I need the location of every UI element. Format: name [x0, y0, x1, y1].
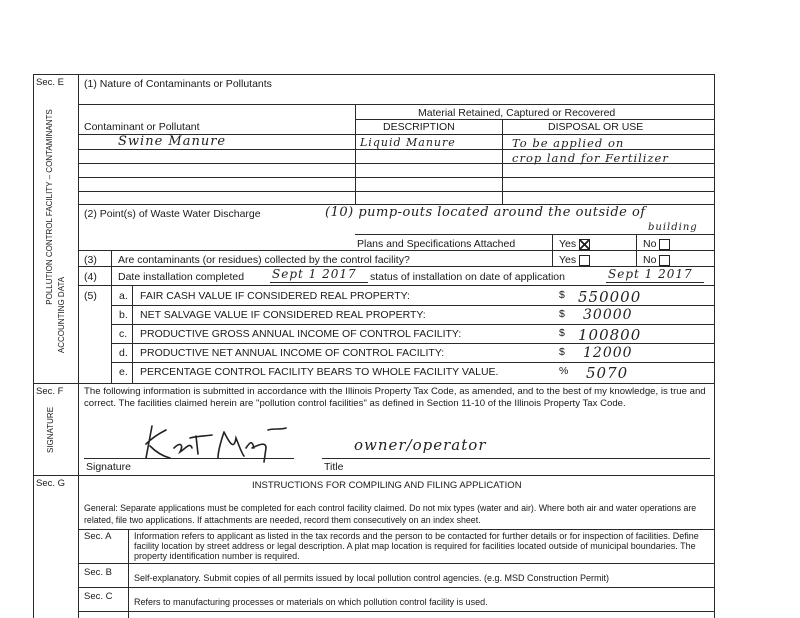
item-hw-value: 5070: [586, 364, 629, 382]
row-text-a: Information refers to applicant as listed in the tax records and the person to be contacted for further details or for inspection of facilities. Define facility location by street address or legal description. A plat map location is required for facilities located outside of municipal boundaries. The property identification number is required.: [134, 531, 699, 561]
top-rule: [33, 74, 715, 75]
rule: [111, 324, 714, 325]
rule: [78, 285, 714, 286]
item-letter: c.: [119, 328, 128, 340]
sec-f-statement: The following information is submitted in accordance with the Illinois Property Tax Code, as amended, and to the best of my knowledge, is true and correct. The facilities claimed herein are "pollution control facilities" as defined in Section 11-10 of the Illinois Property Tax Code.: [84, 386, 706, 409]
signature-label: Signature: [86, 461, 131, 473]
row-sec-b: Sec. B: [84, 567, 112, 578]
sec-g-general: General: Separate applications must be completed for each control facility claimed. Do not mix types (water and air). Where both air and water operations are related, file two applications. If attachments are needed, record them consecutively on an index sheet.: [84, 503, 697, 525]
q3-num: (3): [84, 254, 97, 266]
rule: [78, 250, 714, 251]
q3-yes-label: Yes: [559, 254, 577, 266]
hw-contaminant: Swine Manure: [118, 134, 227, 149]
rule: [111, 343, 714, 344]
col-contaminant: Contaminant or Pollutant: [84, 121, 200, 133]
rule: [33, 383, 715, 384]
q5-num: (5): [84, 290, 97, 302]
item-letter: d.: [119, 347, 128, 359]
plans-no-checkbox[interactable]: [659, 239, 670, 250]
rule: [132, 285, 133, 383]
rule: [111, 250, 112, 383]
item-text: PRODUCTIVE NET ANNUAL INCOME OF CONTROL FACILITY:: [140, 347, 445, 359]
hw-status: Sept 1 2017: [608, 267, 693, 281]
item-unit: $: [559, 346, 565, 358]
q3-yes-checkbox[interactable]: [579, 255, 590, 266]
q3-no-label: No: [643, 254, 657, 266]
q3-no-checkbox[interactable]: [659, 255, 670, 266]
rule: [128, 529, 129, 618]
item-unit: $: [559, 327, 565, 339]
sec-f-side-label: SIGNATURE: [46, 406, 55, 454]
item-text: PERCENTAGE CONTROL FACILITY BEARS TO WHOLE FACILITY VALUE.: [140, 366, 499, 378]
sec-e-label: Sec. E: [36, 77, 64, 88]
item-letter: a.: [119, 290, 128, 302]
item-hw-value: 30000: [583, 307, 633, 323]
item-unit: $: [559, 289, 565, 301]
q1-label: (1) Nature of Contaminants or Pollutants: [84, 78, 272, 90]
plans-yes: [559, 238, 590, 250]
item-hw-value: 100800: [578, 326, 642, 344]
q3-no: [643, 254, 670, 266]
col-description: DESCRIPTION: [383, 121, 455, 133]
rule: [78, 587, 714, 588]
left-rule: [33, 74, 34, 618]
rule: [78, 529, 714, 530]
rule: [111, 362, 714, 363]
rule: [552, 250, 553, 266]
rule: [322, 458, 710, 459]
q2-label: (2) Point(s) of Waste Water Discharge: [84, 208, 261, 220]
rule: [78, 611, 714, 612]
signature-image: [140, 418, 310, 469]
item-text: NET SALVAGE VALUE IF CONSIDERED REAL PROPERTY:: [140, 309, 426, 321]
rule: [33, 475, 715, 476]
item-text: PRODUCTIVE GROSS ANNUAL INCOME OF CONTROL FACILITY:: [140, 328, 462, 340]
rule: [355, 234, 714, 235]
plans-no: [643, 238, 670, 250]
hw-description: Liquid Manure: [360, 136, 456, 149]
q3-text: Are contaminants (or residues) collected by the control facility?: [118, 254, 410, 266]
rule: [355, 119, 714, 120]
q4-num: (4): [84, 271, 97, 283]
right-rule: [714, 74, 715, 618]
item-hw-value: 12000: [583, 345, 633, 361]
rule: [84, 458, 294, 459]
sec-e-side-label-bottom: ACCOUNTING DATA: [57, 276, 66, 354]
material-header: Material Retained, Captured or Recovered: [418, 107, 616, 119]
sec-g-label: Sec. G: [36, 478, 66, 489]
rule: [78, 104, 714, 105]
item-hw-value: 550000: [578, 288, 642, 306]
hw-discharge-1: (10) pump-outs located around the outside of: [325, 205, 646, 220]
col-disposal: DISPOSAL OR USE: [548, 121, 644, 133]
q3-yes: [559, 254, 590, 266]
rule: [355, 104, 356, 204]
plans-yes-label: Yes: [559, 238, 577, 250]
row-sec-c: Sec. C: [84, 591, 113, 602]
item-text: FAIR CASH VALUE IF CONSIDERED REAL PROPERTY:: [140, 290, 410, 302]
item-letter: e.: [119, 366, 128, 378]
plans-yes-checkbox[interactable]: [579, 239, 590, 250]
title-label: Title: [324, 461, 344, 473]
hw-title: owner/operator: [354, 436, 487, 454]
sec-g-heading: INSTRUCTIONS FOR COMPILING AND FILING APPLICATION: [252, 480, 522, 491]
plans-no-label: No: [643, 238, 657, 250]
rule: [111, 305, 714, 306]
hw-discharge-2: building: [648, 222, 698, 233]
rule: [270, 282, 368, 283]
hw-disposal-1: To be applied on: [512, 136, 625, 150]
q4-text-a: Date installation completed: [118, 271, 245, 283]
hw-date-completed: Sept 1 2017: [272, 267, 357, 281]
sec-f-label: Sec. F: [36, 386, 64, 397]
item-unit: $: [559, 308, 565, 320]
row-sec-a: Sec. A: [84, 531, 112, 542]
rule: [552, 234, 553, 250]
row-text-b: Self-explanatory. Submit copies of all permits issued by local pollution control agencies. (e.g. MSD Construction Permit): [134, 573, 610, 583]
rule: [78, 177, 714, 178]
hw-disposal-2: crop land for Fertilizer: [512, 151, 669, 165]
q4-text-b: status of installation on date of application: [370, 271, 565, 283]
rule: [78, 563, 714, 564]
sec-e-side-label-top: POLLUTION CONTROL FACILITY – CONTAMINANTS: [45, 109, 54, 305]
rule: [606, 282, 704, 283]
row-text-c: Refers to manufacturing processes or materials on which pollution control facility is used.: [134, 597, 488, 607]
label-col-rule: [78, 74, 79, 618]
rule: [78, 191, 714, 192]
item-unit: %: [559, 365, 569, 377]
item-letter: b.: [119, 309, 128, 321]
plans-label: Plans and Specifications Attached: [357, 238, 516, 250]
